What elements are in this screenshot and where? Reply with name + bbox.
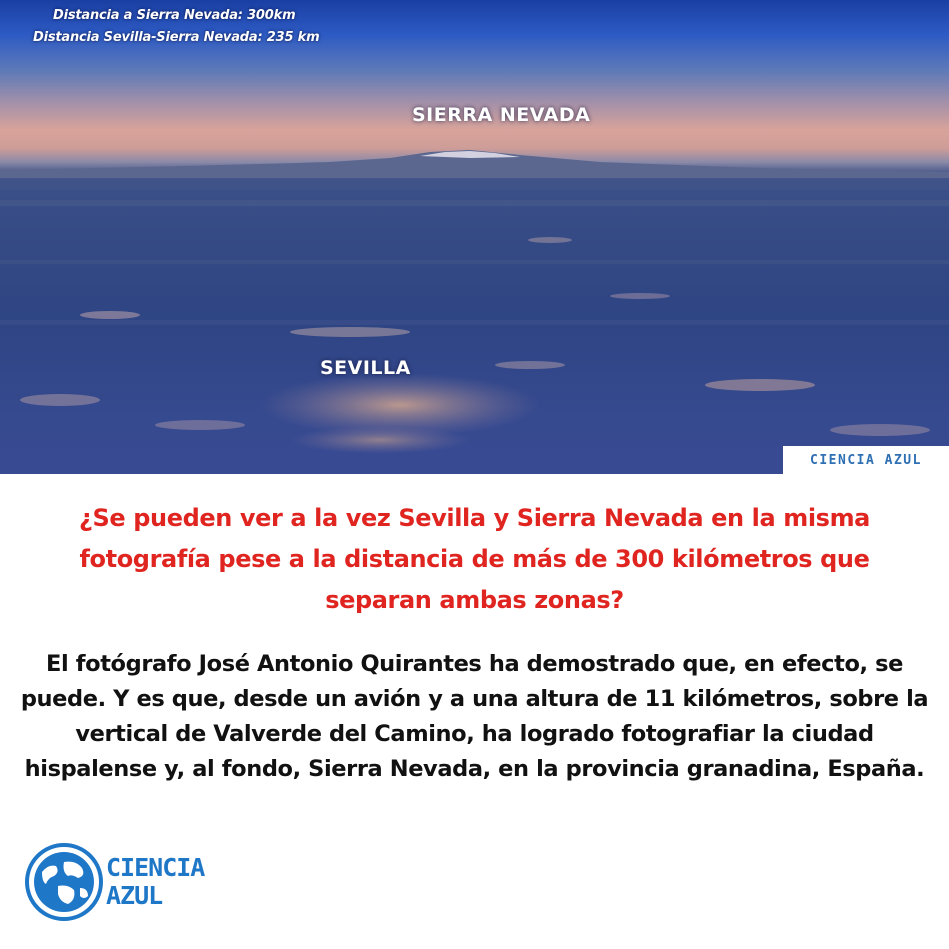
logo-wordmark (106, 854, 204, 910)
globe-icon (24, 842, 104, 922)
sierra-nevada-label: SIERRA NEVADA (412, 104, 591, 126)
aerial-photo (0, 0, 949, 474)
aerial-landscape (0, 0, 949, 474)
brand-logo (24, 842, 224, 926)
headline-question: ¿Se pueden ver a la vez Sevilla y Sierra Nevada en la misma fotografía pese a la distancia de más de 300 kilómetros que separan ambas zonas? (79, 504, 870, 614)
distance-caption: Distancia a Sierra Nevada: 300km (53, 8, 296, 23)
body-paragraph: El fotógrafo José Antonio Quirantes ha demostrado que, en efecto, se puede. Y es que, desde un avión y a una altura de 11 kilómetros, sobre la vertical de Valverde del Camino, ha logrado fotografiar la ciudad hispalense y, al fondo, Sierra Nevada, en la provincia granadina, España. (20, 651, 929, 782)
watermark: CIENCIA AZUL (783, 446, 949, 474)
distance-caption: Distancia Sevilla-Sierra Nevada: 235 km (33, 30, 320, 45)
logo-line: CIENCIA (106, 853, 205, 882)
sevilla-label: SEVILLA (320, 357, 411, 379)
logo-line: AZUL (106, 881, 163, 910)
